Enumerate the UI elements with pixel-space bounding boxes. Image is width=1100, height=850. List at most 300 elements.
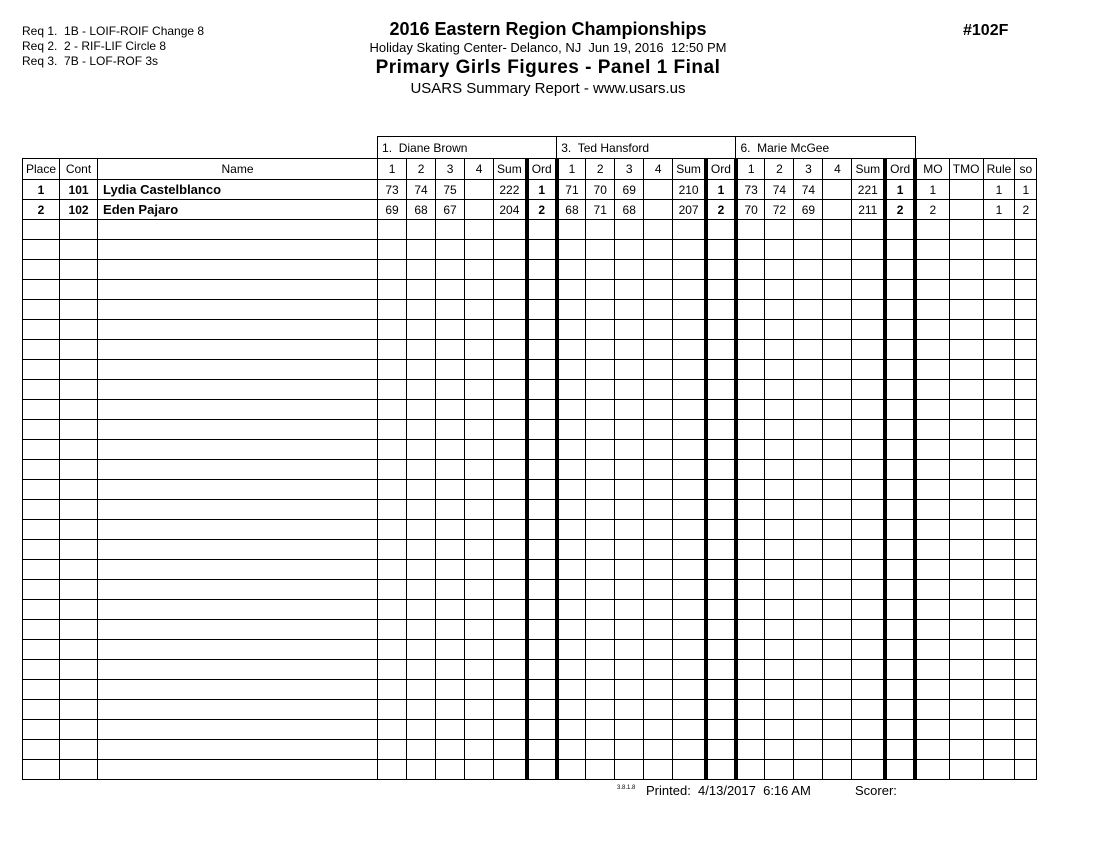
empty-cell (465, 260, 494, 280)
empty-cell (1015, 560, 1037, 580)
judge-name-cell-3: 6. Marie McGee (736, 137, 915, 159)
empty-cell (407, 560, 436, 580)
empty-cell (765, 400, 794, 420)
empty-cell (736, 300, 765, 320)
empty-cell (706, 420, 736, 440)
empty-cell (23, 620, 60, 640)
empty-cell (494, 520, 527, 540)
empty-cell (915, 660, 949, 680)
empty-cell (527, 440, 557, 460)
empty-cell (494, 500, 527, 520)
empty-cell (1015, 720, 1037, 740)
empty-cell (1015, 340, 1037, 360)
sum-cell: 211 (852, 200, 885, 220)
empty-cell (823, 520, 852, 540)
empty-cell (615, 280, 644, 300)
score-cell: 69 (615, 180, 644, 200)
empty-cell (23, 440, 60, 460)
empty-cell (60, 660, 98, 680)
empty-cell (494, 320, 527, 340)
score-cell: 68 (615, 200, 644, 220)
score-cell (644, 180, 673, 200)
empty-cell (527, 680, 557, 700)
empty-cell (983, 500, 1015, 520)
empty-cell (494, 300, 527, 320)
empty-cell (378, 220, 407, 240)
empty-cell (465, 500, 494, 520)
empty-cell (823, 620, 852, 640)
empty-cell (1015, 760, 1037, 780)
col-header-place: Place (23, 159, 60, 180)
title-block (248, 19, 848, 98)
empty-cell (1015, 420, 1037, 440)
empty-cell (915, 640, 949, 660)
empty-row (23, 620, 1037, 640)
col-header-j1-score4: 4 (465, 159, 494, 180)
empty-cell (915, 440, 949, 460)
empty-cell (1015, 540, 1037, 560)
col-header-j2-score4: 4 (644, 159, 673, 180)
empty-cell (915, 260, 949, 280)
ordinal-cell: 1 (885, 180, 915, 200)
empty-cell (673, 680, 706, 700)
empty-cell (983, 260, 1015, 280)
empty-cell (407, 400, 436, 420)
empty-cell (23, 640, 60, 660)
score-cell: 74 (794, 180, 823, 200)
empty-cell (465, 560, 494, 580)
empty-cell (615, 540, 644, 560)
empty-cell (794, 520, 823, 540)
empty-cell (407, 220, 436, 240)
empty-cell (823, 740, 852, 760)
empty-cell (1015, 320, 1037, 340)
judges-header-row (23, 137, 1037, 159)
empty-cell (885, 620, 915, 640)
empty-cell (378, 600, 407, 620)
empty-cell (644, 320, 673, 340)
empty-cell (852, 660, 885, 680)
majority-ordinal-cell: 1 (915, 180, 949, 200)
empty-cell (794, 380, 823, 400)
empty-cell (378, 640, 407, 660)
empty-cell (794, 580, 823, 600)
empty-cell (465, 280, 494, 300)
empty-cell (736, 720, 765, 740)
empty-cell (915, 420, 949, 440)
empty-cell (673, 560, 706, 580)
empty-cell (436, 460, 465, 480)
empty-cell (60, 580, 98, 600)
empty-cell (949, 560, 983, 580)
empty-cell (736, 280, 765, 300)
empty-cell (465, 580, 494, 600)
empty-cell (494, 360, 527, 380)
empty-cell (706, 540, 736, 560)
empty-cell (949, 380, 983, 400)
empty-cell (23, 700, 60, 720)
empty-cell (378, 660, 407, 680)
empty-cell (1015, 380, 1037, 400)
empty-row (23, 260, 1037, 280)
score-cell: 67 (436, 200, 465, 220)
empty-cell (794, 280, 823, 300)
empty-cell (673, 540, 706, 560)
empty-cell (644, 360, 673, 380)
empty-cell (23, 500, 60, 520)
empty-cell (794, 680, 823, 700)
empty-cell (949, 580, 983, 600)
empty-cell (436, 360, 465, 380)
empty-cell (885, 660, 915, 680)
empty-cell (765, 300, 794, 320)
empty-cell (586, 660, 615, 680)
empty-cell (494, 760, 527, 780)
ordinal-cell: 2 (885, 200, 915, 220)
empty-cell (465, 540, 494, 560)
rule-cell: 1 (983, 180, 1015, 200)
empty-cell (983, 220, 1015, 240)
empty-cell (706, 360, 736, 380)
empty-cell (823, 340, 852, 360)
empty-cell (494, 680, 527, 700)
empty-cell (494, 660, 527, 680)
empty-cell (794, 660, 823, 680)
empty-cell (706, 600, 736, 620)
empty-cell (436, 700, 465, 720)
empty-cell (436, 400, 465, 420)
empty-cell (983, 680, 1015, 700)
empty-cell (765, 240, 794, 260)
empty-cell (983, 320, 1015, 340)
score-cell: 74 (407, 180, 436, 200)
empty-cell (98, 700, 378, 720)
empty-cell (794, 360, 823, 380)
empty-cell (983, 480, 1015, 500)
skater-name-cell: Lydia Castelblanco (98, 180, 378, 200)
empty-cell (949, 240, 983, 260)
judge-name-cell-1: 1. Diane Brown (378, 137, 557, 159)
empty-cell (823, 460, 852, 480)
empty-cell (673, 620, 706, 640)
empty-cell (673, 700, 706, 720)
empty-cell (586, 580, 615, 600)
empty-cell (885, 720, 915, 740)
col-header-mo: MO (915, 159, 949, 180)
empty-cell (736, 460, 765, 480)
empty-cell (98, 380, 378, 400)
empty-cell (949, 360, 983, 380)
empty-row (23, 720, 1037, 740)
empty-cell (706, 500, 736, 520)
empty-cell (407, 580, 436, 600)
empty-cell (494, 700, 527, 720)
empty-cell (823, 480, 852, 500)
empty-cell (465, 460, 494, 480)
empty-cell (983, 560, 1015, 580)
empty-cell (465, 420, 494, 440)
empty-cell (586, 560, 615, 580)
empty-cell (794, 340, 823, 360)
empty-cell (436, 260, 465, 280)
empty-cell (60, 680, 98, 700)
score-cell: 71 (586, 200, 615, 220)
col-header-j1-score2: 2 (407, 159, 436, 180)
empty-cell (852, 400, 885, 420)
empty-cell (436, 720, 465, 740)
empty-cell (23, 660, 60, 680)
empty-cell (407, 620, 436, 640)
empty-cell (915, 700, 949, 720)
empty-cell (794, 760, 823, 780)
empty-cell (736, 600, 765, 620)
empty-cell (527, 520, 557, 540)
empty-cell (949, 260, 983, 280)
empty-cell (557, 260, 586, 280)
empty-cell (673, 420, 706, 440)
empty-cell (494, 620, 527, 640)
empty-cell (736, 380, 765, 400)
empty-cell (527, 460, 557, 480)
empty-cell (915, 580, 949, 600)
empty-cell (885, 520, 915, 540)
empty-cell (98, 720, 378, 740)
empty-cell (586, 300, 615, 320)
empty-cell (949, 760, 983, 780)
empty-cell (644, 460, 673, 480)
empty-cell (673, 760, 706, 780)
empty-cell (765, 320, 794, 340)
empty-cell (407, 320, 436, 340)
empty-cell (60, 400, 98, 420)
score-cell (644, 200, 673, 220)
empty-row (23, 640, 1037, 660)
empty-cell (736, 640, 765, 660)
empty-cell (378, 440, 407, 460)
col-header-j3-score2: 2 (765, 159, 794, 180)
empty-cell (557, 520, 586, 540)
empty-row (23, 500, 1037, 520)
empty-row (23, 460, 1037, 480)
empty-cell (60, 760, 98, 780)
empty-cell (644, 560, 673, 580)
empty-cell (586, 520, 615, 540)
empty-cell (1015, 680, 1037, 700)
empty-cell (615, 520, 644, 540)
score-cell: 68 (407, 200, 436, 220)
col-header-j1-score3: 3 (436, 159, 465, 180)
empty-cell (98, 420, 378, 440)
empty-cell (852, 220, 885, 240)
empty-cell (915, 680, 949, 700)
empty-cell (378, 360, 407, 380)
empty-cell (527, 260, 557, 280)
empty-cell (98, 560, 378, 580)
empty-cell (852, 360, 885, 380)
empty-cell (736, 420, 765, 440)
empty-cell (765, 460, 794, 480)
col-header-j2-score3: 3 (615, 159, 644, 180)
empty-cell (465, 360, 494, 380)
empty-row (23, 740, 1037, 760)
empty-cell (794, 620, 823, 640)
empty-cell (378, 580, 407, 600)
empty-cell (915, 560, 949, 580)
empty-cell (949, 500, 983, 520)
empty-cell (615, 760, 644, 780)
col-header-cont: Cont (60, 159, 98, 180)
empty-cell (794, 460, 823, 480)
empty-cell (60, 720, 98, 740)
empty-cell (915, 720, 949, 740)
empty-cell (527, 600, 557, 620)
empty-cell (765, 640, 794, 660)
empty-cell (60, 620, 98, 640)
empty-cell (823, 420, 852, 440)
empty-cell (915, 320, 949, 340)
empty-cell (23, 280, 60, 300)
empty-cell (852, 420, 885, 440)
empty-cell (915, 540, 949, 560)
empty-cell (465, 440, 494, 460)
empty-cell (823, 680, 852, 700)
requirement-line-2: Req 2. 2 - RIF-LIF Circle 8 (22, 39, 167, 53)
empty-cell (378, 340, 407, 360)
empty-cell (586, 380, 615, 400)
empty-cell (557, 340, 586, 360)
empty-cell (23, 760, 60, 780)
empty-cell (765, 720, 794, 740)
empty-cell (494, 400, 527, 420)
empty-cell (673, 240, 706, 260)
empty-cell (823, 720, 852, 740)
empty-cell (436, 620, 465, 640)
rule-cell: 1 (983, 200, 1015, 220)
empty-cell (60, 540, 98, 560)
empty-cell (586, 720, 615, 740)
empty-cell (949, 700, 983, 720)
empty-cell (765, 740, 794, 760)
empty-cell (794, 320, 823, 340)
empty-cell (852, 760, 885, 780)
empty-cell (23, 600, 60, 620)
empty-cell (436, 760, 465, 780)
empty-cell (98, 440, 378, 460)
empty-cell (527, 380, 557, 400)
empty-cell (615, 340, 644, 360)
scorer-label: Scorer: (855, 783, 897, 798)
empty-cell (586, 220, 615, 240)
empty-cell (527, 580, 557, 600)
empty-cell (823, 640, 852, 660)
empty-cell (23, 680, 60, 700)
empty-cell (407, 380, 436, 400)
judge-name-cell-2: 3. Ted Hansford (557, 137, 736, 159)
empty-cell (915, 500, 949, 520)
empty-cell (494, 480, 527, 500)
empty-cell (949, 460, 983, 480)
empty-cell (527, 500, 557, 520)
empty-cell (1015, 660, 1037, 680)
empty-cell (706, 760, 736, 780)
empty-cell (673, 260, 706, 280)
empty-cell (407, 600, 436, 620)
empty-cell (527, 720, 557, 740)
empty-cell (673, 660, 706, 680)
empty-cell (407, 360, 436, 380)
empty-cell (885, 400, 915, 420)
empty-cell (736, 680, 765, 700)
ordinal-cell: 1 (527, 180, 557, 200)
empty-cell (98, 580, 378, 600)
empty-cell (794, 440, 823, 460)
empty-cell (23, 580, 60, 600)
empty-row (23, 420, 1037, 440)
empty-cell (765, 580, 794, 600)
empty-cell (983, 720, 1015, 740)
empty-cell (706, 380, 736, 400)
empty-cell (436, 240, 465, 260)
majority-ordinal-cell: 2 (915, 200, 949, 220)
empty-cell (885, 440, 915, 460)
empty-cell (983, 540, 1015, 560)
empty-row (23, 360, 1037, 380)
empty-cell (615, 580, 644, 600)
empty-cell (494, 260, 527, 280)
empty-cell (673, 480, 706, 500)
empty-cell (915, 520, 949, 540)
empty-cell (852, 500, 885, 520)
empty-cell (1015, 280, 1037, 300)
empty-cell (915, 760, 949, 780)
event-number: #102F (963, 22, 1009, 39)
empty-cell (885, 580, 915, 600)
requirement-line-3: Req 3. 7B - LOF-ROF 3s (22, 54, 159, 68)
empty-cell (1015, 300, 1037, 320)
empty-cell (852, 460, 885, 480)
empty-cell (436, 600, 465, 620)
empty-cell (465, 740, 494, 760)
empty-cell (557, 660, 586, 680)
place-cell: 2 (23, 200, 60, 220)
score-cell: 70 (736, 200, 765, 220)
empty-cell (557, 700, 586, 720)
printed-timestamp: Printed: 4/13/2017 6:16 AM (646, 783, 811, 798)
empty-cell (60, 740, 98, 760)
venue-date-line: Holiday Skating Center- Delanco, NJ Jun 19, 2016 12:50 PM (369, 40, 727, 55)
empty-cell (885, 540, 915, 560)
empty-cell (644, 520, 673, 540)
empty-cell (885, 680, 915, 700)
empty-cell (736, 520, 765, 540)
empty-cell (407, 520, 436, 540)
empty-cell (436, 500, 465, 520)
empty-cell (765, 220, 794, 240)
empty-cell (378, 480, 407, 500)
empty-cell (586, 420, 615, 440)
col-header-j2-ord: Ord (706, 159, 736, 180)
empty-cell (949, 320, 983, 340)
empty-cell (436, 680, 465, 700)
empty-cell (885, 340, 915, 360)
empty-cell (527, 340, 557, 360)
empty-cell (949, 520, 983, 540)
empty-cell (1015, 520, 1037, 540)
empty-cell (673, 320, 706, 340)
empty-cell (736, 340, 765, 360)
result-row-2 (23, 200, 1037, 220)
empty-cell (98, 360, 378, 380)
